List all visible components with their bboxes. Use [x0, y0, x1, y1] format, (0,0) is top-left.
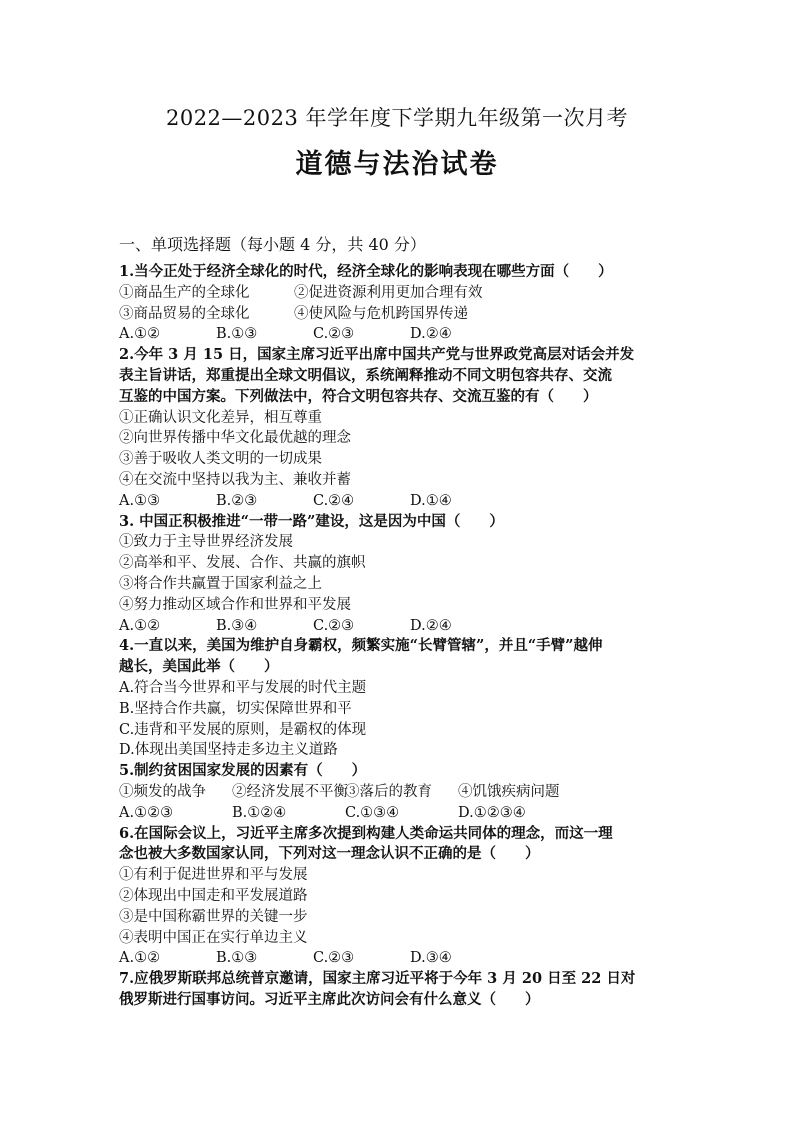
question-6-options [119, 948, 681, 969]
option-b[interactable]: B.坚持合作共赢，切实保障世界和平 [119, 700, 352, 717]
option-a[interactable]: A.①② [119, 326, 161, 343]
option-c[interactable]: C.②④ [313, 492, 355, 509]
question-7-stem-line: 俄罗斯进行国事访问。习近平主席此次访问会有什么意义（ ） [119, 990, 540, 1008]
section-heading: 一、单项选择题（每小题 4 分，共 40 分） [119, 235, 426, 254]
question-4-stem-line: 越长，美国此举（ ） [119, 658, 279, 676]
option-c[interactable]: C.违背和平发展的原则，是霸权的体现 [119, 721, 367, 738]
option-d[interactable]: D.③④ [410, 950, 452, 967]
statement-3: ③落后的教育 [345, 783, 432, 800]
statement-2: ②促进资源利用更加合理有效 [294, 284, 483, 301]
question-2-stem-line: 2.今年 3 月 15 日，国家主席习近平出席中国共产党与世界政党高层对话会并发 [119, 346, 635, 364]
question-4-stem-line: 4.一直以来，美国为维护自身霸权，频繁实施“长臂管辖”，并且“手臂”越伸 [119, 637, 603, 655]
statement-2: ②经济发展不平衡 [232, 783, 348, 800]
statement-1: ①商品生产的全球化 [119, 284, 250, 301]
question-1-stem: 1.当今正处于经济全球化的时代，经济全球化的影响表现在哪些方面（ ） [119, 263, 613, 280]
question-3-stem: 3. 中国正积极推进“一带一路”建设，这是因为中国（ ） [119, 512, 504, 530]
option-d[interactable]: D.①④ [410, 492, 452, 509]
statement-4: ④在交流中坚持以我为主、兼收并蓄 [119, 471, 351, 488]
option-a[interactable]: A.①② [119, 617, 161, 634]
option-a[interactable]: A.①② [119, 950, 161, 967]
option-d[interactable]: D.②④ [410, 617, 452, 634]
question-5-stem: 5.制约贫困国家发展的因素有（ ） [119, 762, 367, 780]
statement-1: ①正确认识文化差异，相互尊重 [119, 409, 322, 426]
statement-1: ①频发的战争 [119, 783, 206, 800]
option-c[interactable]: C.②③ [313, 326, 355, 343]
statement-3: ③善于吸收人类文明的一切成果 [119, 451, 322, 468]
question-2-options [119, 491, 681, 512]
question-3-options [119, 616, 681, 637]
option-a[interactable]: A.符合当今世界和平与发展的时代主题 [119, 679, 367, 696]
option-b[interactable]: B.①③ [216, 950, 258, 967]
option-b[interactable]: B.②③ [216, 492, 258, 509]
option-b[interactable]: B.③④ [216, 617, 258, 634]
statement-2: ②向世界传播中华文化最优越的理念 [119, 430, 351, 447]
question-1-statements-row [119, 283, 681, 304]
option-a[interactable]: A.①③ [119, 492, 161, 509]
statement-4: ④努力推动区域合作和世界和平发展 [119, 596, 351, 613]
statement-3: ③将合作共赢置于国家利益之上 [119, 575, 322, 592]
option-a[interactable]: A.①②③ [119, 804, 174, 821]
question-1-statements-row [119, 304, 681, 325]
option-d[interactable]: D.①②③④ [458, 804, 526, 821]
question-1-options [119, 324, 681, 345]
question-6-stem-line: 6.在国际会议上，习近平主席多次提到构建人类命运共同体的理念，而这一理 [119, 824, 613, 842]
option-c[interactable]: C.②③ [313, 617, 355, 634]
option-d[interactable]: D.体现出美国坚持走多边主义道路 [119, 742, 338, 759]
option-b[interactable]: B.①②④ [232, 804, 287, 821]
statement-1: ①致力于主导世界经济发展 [119, 534, 293, 551]
option-d[interactable]: D.②④ [410, 326, 452, 343]
option-c[interactable]: C.①③④ [345, 804, 400, 821]
statement-1: ①有利于促进世界和平与发展 [119, 867, 308, 884]
statement-3: ③商品贸易的全球化 [119, 305, 250, 322]
question-2-stem-line: 互鉴的中国方案。下列做法中，符合文明包容共存、交流互鉴的有（ ） [119, 387, 598, 405]
question-7-stem-line: 7.应俄罗斯联邦总统普京邀请，国家主席习近平将于今年 3 月 20 日至 22 日对 [119, 970, 636, 988]
question-list [119, 262, 681, 1011]
exam-title: 2022—2023 年学年度下学期九年级第一次月考 [165, 106, 629, 130]
statement-2: ②体现出中国走和平发展道路 [119, 887, 308, 904]
option-b[interactable]: B.①③ [216, 326, 258, 343]
subject-title: 道德与法治试卷 [295, 149, 499, 180]
statement-4: ④饥饿疾病问题 [458, 783, 560, 800]
question-5-statements-row [119, 782, 681, 803]
question-5-options [119, 803, 681, 824]
statement-2: ②高举和平、发展、合作、共赢的旗帜 [119, 555, 366, 572]
statement-3: ③是中国称霸世界的关键一步 [119, 908, 308, 925]
question-6-stem-line: 念也被大多数国家认同，下列对这一理念认识不正确的是（ ） [119, 845, 540, 863]
statement-4: ④表明中国正在实行单边主义 [119, 929, 308, 946]
option-c[interactable]: C.②③ [313, 950, 355, 967]
statement-4: ④使风险与危机跨国界传递 [294, 305, 468, 322]
question-2-stem-line: 表主旨讲话，郑重提出全球文明倡议，系统阐释推动不同文明包容共存、交流 [119, 366, 612, 384]
